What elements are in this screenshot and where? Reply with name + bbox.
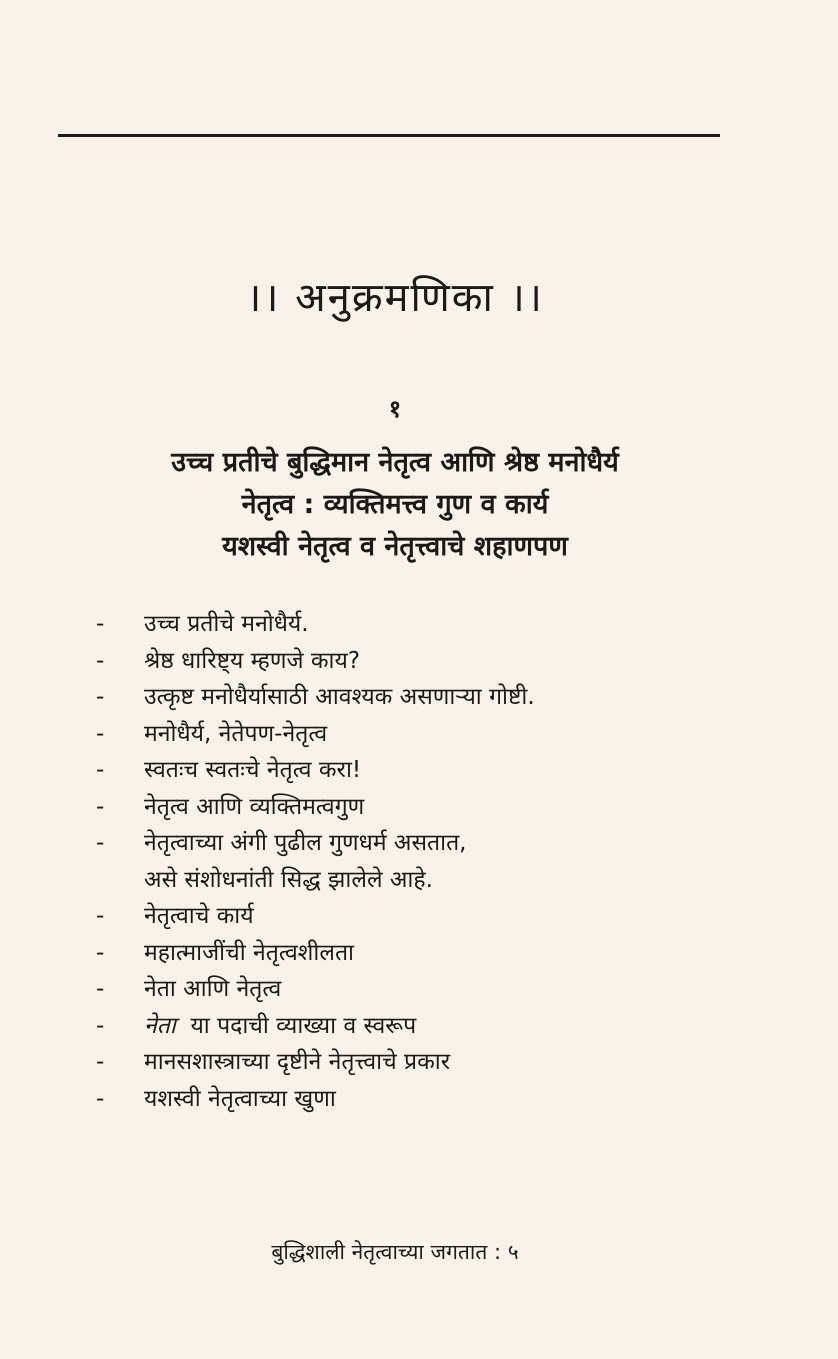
dash-marker: -	[96, 1049, 105, 1075]
toc-item-text: असे संशोधनांती सिद्ध झालेले आहे.	[144, 866, 433, 893]
toc-item-text: उच्च प्रतीचे मनोधैर्य.	[144, 611, 309, 637]
dash-marker: -	[96, 903, 105, 929]
toc-item-text: उत्कृष्ट मनोधैर्यासाठी आवश्यक असणाऱ्या गोष्टी.	[144, 684, 535, 710]
toc-item-italic-term: नेता	[144, 1012, 176, 1039]
dash-marker: -	[96, 720, 105, 747]
toc-item	[96, 1008, 716, 1045]
top-rule	[58, 134, 720, 137]
toc-item	[96, 898, 716, 935]
dash-marker: -	[96, 939, 105, 966]
dash-marker: -	[96, 684, 105, 710]
toc-item-text: महात्माजींची नेतृत्वशीलता	[144, 939, 355, 966]
toc-item-text: नेतृत्वाच्या अंगी पुढील गुणधर्म असतात,	[144, 830, 467, 856]
toc-item	[96, 679, 716, 716]
dash-marker: -	[96, 1012, 105, 1039]
toc-item	[96, 825, 716, 862]
dash-marker: -	[96, 830, 105, 856]
toc-item	[96, 643, 716, 680]
dash-marker: -	[96, 976, 105, 1002]
toc-item-continuation	[96, 862, 716, 899]
toc-item-text: स्वतःच स्वतःचे नेतृत्व करा!	[144, 757, 362, 783]
chapter-number: १	[388, 395, 402, 423]
chapter-titles	[0, 442, 790, 568]
dash-marker: -	[96, 611, 105, 637]
page-footer: बुद्धिशाली नेतृत्वाच्या जगतात : ५	[271, 1240, 519, 1264]
dash-marker: -	[96, 757, 105, 783]
toc-item	[96, 935, 716, 972]
toc-item	[96, 1044, 716, 1081]
toc-item-rest: या पदाची व्याख्या व स्वरूप	[190, 1012, 417, 1039]
toc-item-text: नेतृत्वाचे कार्य	[144, 903, 254, 929]
toc-item	[96, 1081, 716, 1118]
toc-list	[96, 606, 716, 1117]
dash-marker: -	[96, 647, 105, 674]
toc-item-text: यशस्वी नेतृत्वाच्या खुणा	[144, 1085, 336, 1112]
toc-item-text: श्रेष्ठ धारिष्ट्य म्हणजे काय?	[144, 647, 361, 674]
toc-item	[96, 971, 716, 1008]
chapter-title-line: उच्च प्रतीचे बुद्धिमान नेतृत्व आणि श्रेष्ठ मनोधैर्य	[171, 447, 619, 478]
toc-item	[96, 752, 716, 789]
toc-item	[96, 716, 716, 753]
dash-marker: -	[96, 1085, 105, 1112]
toc-item-text: मनोधैर्य, नेतेपण-नेतृत्व	[144, 720, 328, 747]
chapter-title-line: नेतृत्व : व्यक्तिमत्त्व गुण व कार्य	[241, 489, 549, 520]
toc-item-text	[144, 1008, 716, 1045]
toc-item	[96, 606, 716, 643]
toc-item-text: नेतृत्व आणि व्यक्तिमत्वगुण	[144, 793, 365, 820]
dash-marker: -	[96, 793, 105, 820]
page-heading: ।। अनुक्रमणिका ।।	[246, 275, 544, 321]
toc-item-text: मानसशास्त्राच्या दृष्टीने नेतृत्त्वाचे प्रकार	[144, 1049, 451, 1075]
toc-item	[96, 789, 716, 826]
chapter-title-line: यशस्वी नेतृत्व व नेतृत्त्वाचे शहाणपण	[222, 531, 568, 562]
toc-item-text: नेता आणि नेतृत्व	[144, 976, 282, 1002]
